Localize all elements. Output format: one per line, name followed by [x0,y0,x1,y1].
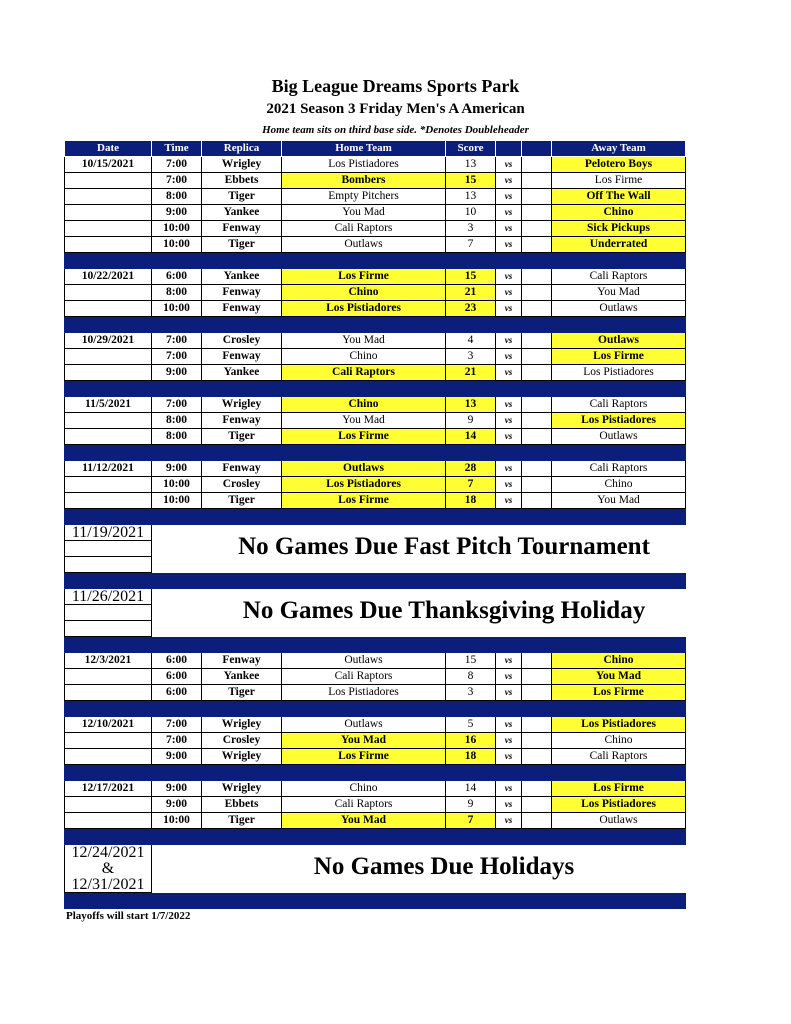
no-games-banner: No Games Due Fast Pitch Tournament [238,533,650,560]
cell-date [64,173,152,189]
cell-home-team: Los Pistiadores [282,157,446,173]
cell-date [64,413,152,429]
cell-gap [522,189,552,205]
cell-replica: Yankee [202,205,282,221]
cell-score: 8 [446,669,496,685]
cell-home-team: Chino [282,285,446,301]
cell-vs: vs [496,237,522,253]
cell-home-team: Outlaws [282,717,446,733]
cell-away-team: Pelotero Boys [552,157,686,173]
cell-score: 21 [446,285,496,301]
header-time: Time [152,141,202,157]
cell-gap [522,285,552,301]
cell-date: 10/15/2021 [64,157,152,173]
cell-score: 21 [446,365,496,381]
week-separator [64,893,686,909]
cell-home-team: Chino [282,781,446,797]
cell-vs: vs [496,797,522,813]
cell-replica: Fenway [202,653,282,669]
cell-time: 6:00 [152,669,202,685]
cell-gap [522,493,552,509]
cell-gap [522,349,552,365]
no-games-block [64,845,686,893]
cell-gap [522,365,552,381]
cell-time: 9:00 [152,365,202,381]
week-separator [64,829,686,845]
cell-away-team: Off The Wall [552,189,686,205]
cell-vs: vs [496,189,522,205]
cell-replica: Crosley [202,477,282,493]
cell-score: 7 [446,237,496,253]
cell-score: 15 [446,653,496,669]
cell-vs: vs [496,333,522,349]
cell-away-team: Chino [552,205,686,221]
week-separator [64,253,686,269]
cell-score: 13 [446,189,496,205]
cell-away-team: Outlaws [552,813,686,829]
header-away-team: Away Team [552,141,686,157]
table-row [64,413,686,429]
cell-away-team: Chino [552,653,686,669]
cell-replica: Fenway [202,461,282,477]
cell-score: 9 [446,797,496,813]
cell-time: 10:00 [152,301,202,317]
cell-replica: Yankee [202,669,282,685]
cell-gap [522,269,552,285]
cell-away-team: You Mad [552,493,686,509]
cell-vs: vs [496,413,522,429]
cell-time: 7:00 [152,733,202,749]
cell-vs: vs [496,461,522,477]
no-games-banner: No Games Due Holidays [313,853,575,880]
cell-home-team: Los Firme [282,493,446,509]
cell-date: 10/29/2021 [64,333,152,349]
cell-replica: Wrigley [202,717,282,733]
cell-score: 3 [446,349,496,365]
cell-replica: Fenway [202,349,282,365]
cell-vs: vs [496,429,522,445]
cell-date [64,669,152,685]
cell-gap [522,749,552,765]
cell-home-team: Outlaws [282,461,446,477]
table-row [64,157,686,173]
table-row [64,749,686,765]
cell-date [64,541,152,557]
cell-home-team: Los Firme [282,749,446,765]
cell-score: 13 [446,397,496,413]
cell-replica: Fenway [202,285,282,301]
cell-score: 4 [446,333,496,349]
cell-score: 3 [446,221,496,237]
cell-replica: Crosley [202,333,282,349]
cell-score: 14 [446,781,496,797]
cell-score: 7 [446,813,496,829]
cell-home-team: Los Pistiadores [282,477,446,493]
cell-home-team: Cali Raptors [282,221,446,237]
cell-replica: Tiger [202,189,282,205]
cell-time: 8:00 [152,189,202,205]
cell-time: 8:00 [152,413,202,429]
cell-home-team: Los Firme [282,429,446,445]
cell-away-team: Underrated [552,237,686,253]
week-separator [64,765,686,781]
cell-away-team: Chino [552,733,686,749]
cell-away-team: Chino [552,477,686,493]
table-row [64,189,686,205]
cell-date [64,365,152,381]
cell-away-team: Outlaws [552,429,686,445]
cell-away-team: Cali Raptors [552,461,686,477]
cell-date: 10/22/2021 [64,269,152,285]
cell-home-team: You Mad [282,813,446,829]
cell-date [64,301,152,317]
cell-gap [522,157,552,173]
cell-away-team: You Mad [552,285,686,301]
cell-time: 10:00 [152,493,202,509]
cell-score: 18 [446,749,496,765]
cell-gap [522,477,552,493]
cell-date: 11/19/2021 [64,525,152,541]
cell-time: 10:00 [152,237,202,253]
table-row [64,333,686,349]
cell-date [64,813,152,829]
cell-score: 10 [446,205,496,221]
table-row [64,221,686,237]
cell-date [64,605,152,621]
cell-vs: vs [496,749,522,765]
table-row [64,717,686,733]
cell-score: 23 [446,301,496,317]
cell-replica: Crosley [202,733,282,749]
cell-date [64,733,152,749]
cell-time: 10:00 [152,221,202,237]
cell-vs: vs [496,349,522,365]
table-row [64,669,686,685]
cell-replica: Wrigley [202,781,282,797]
table-row [64,733,686,749]
cell-date [64,285,152,301]
cell-date [64,749,152,765]
table-row [64,237,686,253]
header-home-team: Home Team [282,141,446,157]
page-subtitle: 2021 Season 3 Friday Men's A American [266,101,525,117]
cell-away-team: Los Pistiadores [552,365,686,381]
table-row [64,429,686,445]
cell-score: 13 [446,157,496,173]
cell-date [64,621,152,637]
cell-gap [522,397,552,413]
cell-time: 7:00 [152,349,202,365]
cell-vs: vs [496,157,522,173]
header-replica: Replica [202,141,282,157]
cell-gap [522,685,552,701]
cell-time: 8:00 [152,429,202,445]
cell-gap [522,797,552,813]
cell-vs: vs [496,813,522,829]
cell-home-team: Los Firme [282,269,446,285]
cell-date [64,493,152,509]
cell-time: 10:00 [152,477,202,493]
week-separator [64,573,686,589]
cell-time: 7:00 [152,157,202,173]
table-row [64,781,686,797]
table-row [64,173,686,189]
cell-replica: Tiger [202,685,282,701]
cell-replica: Wrigley [202,397,282,413]
cell-gap [522,205,552,221]
cell-time: 9:00 [152,781,202,797]
cell-vs: vs [496,477,522,493]
cell-time: 7:00 [152,397,202,413]
cell-time: 10:00 [152,813,202,829]
week-separator [64,445,686,461]
cell-vs: vs [496,285,522,301]
cell-date [64,221,152,237]
cell-home-team: Cali Raptors [282,669,446,685]
cell-time: 8:00 [152,285,202,301]
header-date: Date [64,141,152,157]
table-row [64,285,686,301]
header-vs-blank [496,141,522,157]
week-separator [64,701,686,717]
footer-note: Playoffs will start 1/7/2022 [66,910,191,922]
cell-replica: Ebbets [202,173,282,189]
cell-vs: vs [496,669,522,685]
cell-away-team: Los Firme [552,173,686,189]
cell-gap [522,173,552,189]
cell-score: 3 [446,685,496,701]
cell-date: 12/3/2021 [64,653,152,669]
cell-score: 28 [446,461,496,477]
cell-gap [522,301,552,317]
cell-gap [522,733,552,749]
cell-away-team: Sick Pickups [552,221,686,237]
cell-vs: vs [496,173,522,189]
cell-away-team: Los Firme [552,349,686,365]
cell-time: 7:00 [152,717,202,733]
cell-replica: Tiger [202,813,282,829]
week-separator [64,637,686,653]
cell-date [64,237,152,253]
cell-replica: Wrigley [202,749,282,765]
cell-time: 9:00 [152,461,202,477]
cell-score: 16 [446,733,496,749]
cell-date [64,429,152,445]
cell-score: 7 [446,477,496,493]
table-row [64,397,686,413]
cell-time: 6:00 [152,653,202,669]
cell-time: 6:00 [152,269,202,285]
cell-time: 9:00 [152,797,202,813]
page-title: Big League Dreams Sports Park [271,76,520,96]
cell-replica: Tiger [202,493,282,509]
cell-home-team: Chino [282,349,446,365]
week-separator [64,509,686,525]
cell-away-team: Cali Raptors [552,269,686,285]
cell-vs: vs [496,269,522,285]
cell-away-team: Outlaws [552,333,686,349]
cell-home-team: Cali Raptors [282,365,446,381]
week-separator [64,381,686,397]
cell-away-team: Los Firme [552,685,686,701]
table-row [64,365,686,381]
week-separator [64,317,686,333]
table-header [64,141,686,157]
cell-gap [522,333,552,349]
cell-vs: vs [496,397,522,413]
cell-vs: vs [496,301,522,317]
cell-date: 12/31/2021 [64,877,152,893]
page-note: Home team sits on third base side. *Denotes Doubleheader [262,124,529,136]
table-row [64,461,686,477]
cell-away-team: Outlaws [552,301,686,317]
cell-vs: vs [496,365,522,381]
cell-gap [522,813,552,829]
cell-gap [522,237,552,253]
cell-score: 5 [446,717,496,733]
cell-time: 7:00 [152,333,202,349]
cell-gap [522,413,552,429]
cell-score: 15 [446,173,496,189]
cell-date: 11/5/2021 [64,397,152,413]
cell-vs: vs [496,717,522,733]
table-row [64,813,686,829]
table-row [64,269,686,285]
cell-replica: Yankee [202,269,282,285]
cell-home-team: You Mad [282,413,446,429]
table-row [64,685,686,701]
table-row [64,477,686,493]
cell-score: 18 [446,493,496,509]
cell-away-team: Los Pistiadores [552,797,686,813]
schedule-body [64,157,686,909]
header-score: Score [446,141,496,157]
cell-gap [522,653,552,669]
table-row [64,493,686,509]
table-row [64,205,686,221]
cell-away-team: Los Pistiadores [552,717,686,733]
schedule-table [64,141,686,909]
cell-away-team: Cali Raptors [552,749,686,765]
cell-replica: Wrigley [202,157,282,173]
cell-home-team: Cali Raptors [282,797,446,813]
cell-away-team: Cali Raptors [552,397,686,413]
cell-score: 15 [446,269,496,285]
no-games-block [64,525,686,573]
cell-date: 12/24/2021 [64,845,152,861]
cell-date: 12/10/2021 [64,717,152,733]
cell-date [64,477,152,493]
cell-home-team: Empty Pitchers [282,189,446,205]
cell-replica: Ebbets [202,797,282,813]
cell-home-team: Bombers [282,173,446,189]
cell-date [64,797,152,813]
cell-vs: vs [496,205,522,221]
cell-vs: vs [496,781,522,797]
cell-vs: vs [496,493,522,509]
cell-home-team: Los Pistiadores [282,301,446,317]
cell-date [64,557,152,573]
cell-away-team: You Mad [552,669,686,685]
cell-time: 9:00 [152,749,202,765]
cell-gap [522,461,552,477]
cell-home-team: Chino [282,397,446,413]
cell-gap [522,781,552,797]
cell-replica: Yankee [202,365,282,381]
cell-home-team: Outlaws [282,237,446,253]
cell-away-team: Los Firme [552,781,686,797]
cell-home-team: You Mad [282,205,446,221]
table-row [64,349,686,365]
cell-date [64,189,152,205]
table-row [64,797,686,813]
cell-gap [522,221,552,237]
cell-time: 9:00 [152,205,202,221]
cell-gap [522,669,552,685]
cell-date [64,685,152,701]
cell-replica: Tiger [202,237,282,253]
cell-vs: vs [496,653,522,669]
cell-home-team: Outlaws [282,653,446,669]
cell-date: 11/26/2021 [64,589,152,605]
cell-score: 9 [446,413,496,429]
cell-replica: Tiger [202,429,282,445]
no-games-banner: No Games Due Thanksgiving Holiday [242,597,646,624]
cell-gap [522,429,552,445]
no-games-block [64,589,686,637]
cell-home-team: Los Pistiadores [282,685,446,701]
table-row [64,301,686,317]
table-row [64,653,686,669]
cell-vs: vs [496,221,522,237]
cell-score: 14 [446,429,496,445]
cell-home-team: You Mad [282,733,446,749]
cell-date: 11/12/2021 [64,461,152,477]
cell-time: 7:00 [152,173,202,189]
cell-date: & [64,861,152,877]
cell-replica: Fenway [202,413,282,429]
cell-date [64,205,152,221]
cell-gap [522,717,552,733]
cell-vs: vs [496,685,522,701]
cell-home-team: You Mad [282,333,446,349]
cell-vs: vs [496,733,522,749]
cell-time: 6:00 [152,685,202,701]
header-gap-blank [522,141,552,157]
cell-replica: Fenway [202,221,282,237]
cell-date: 12/17/2021 [64,781,152,797]
cell-date [64,349,152,365]
cell-replica: Fenway [202,301,282,317]
cell-away-team: Los Pistiadores [552,413,686,429]
